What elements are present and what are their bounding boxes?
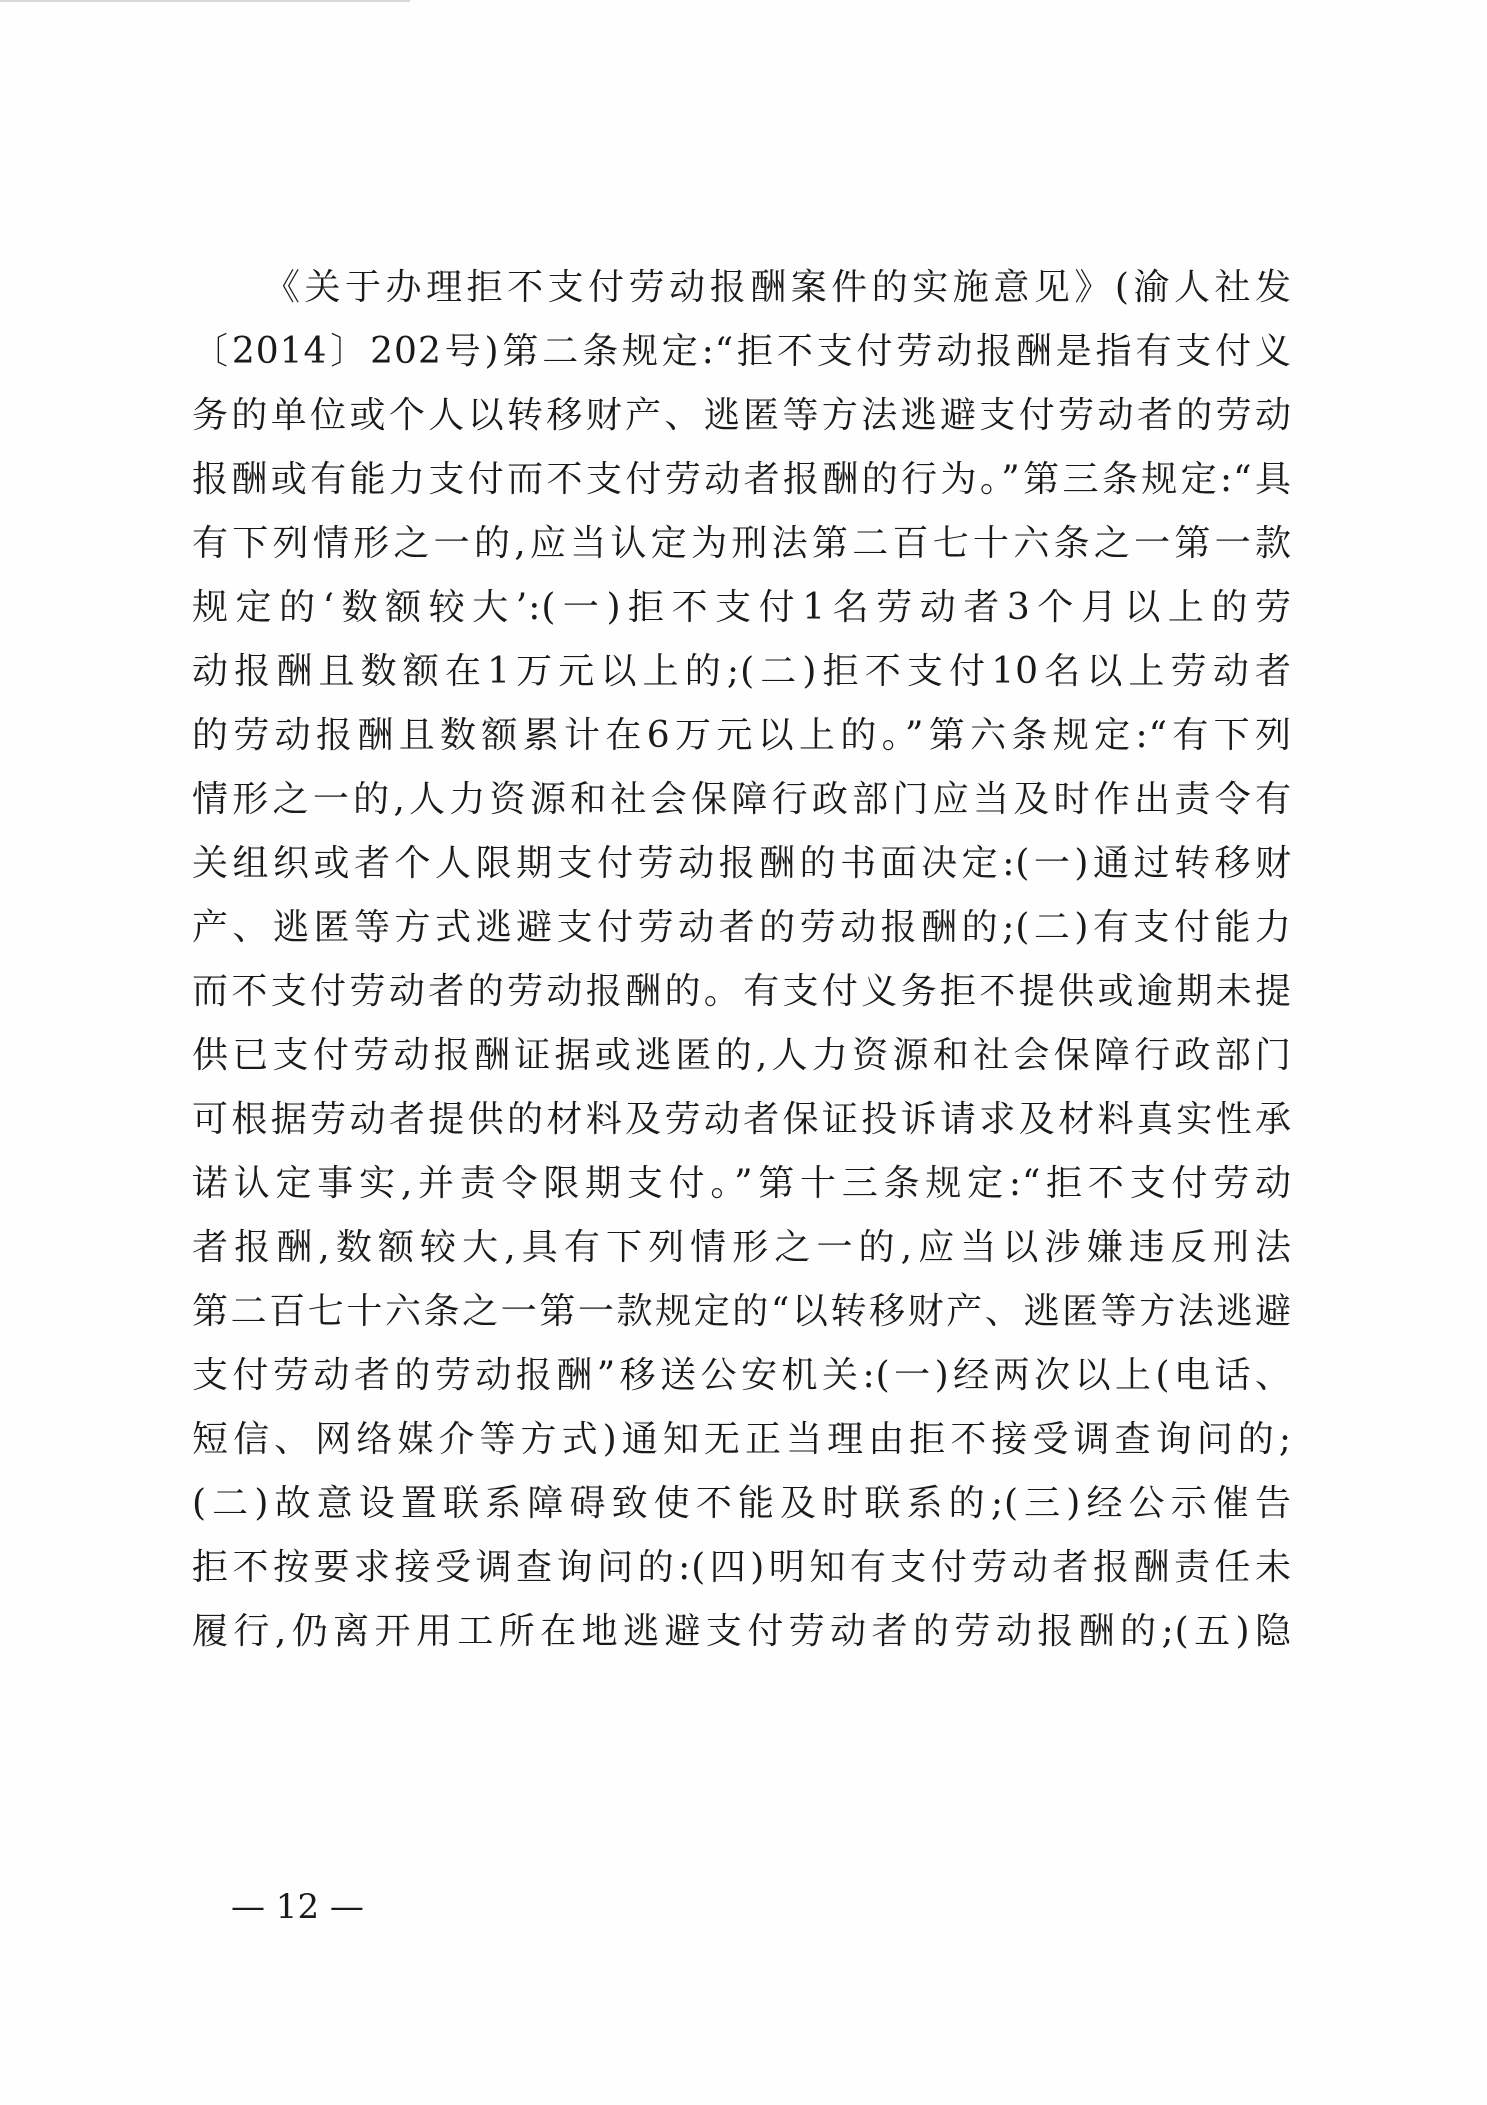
text-line: 的劳动报酬且数额累计在6万元以上的。”第六条规定:“有下列 — [192, 715, 1292, 756]
text-line: 第二百七十六条之一第一款规定的“以转移财产、逃匿等方法逃避 — [192, 1291, 1292, 1332]
text-line: 短信、网络媒介等方式)通知无正当理由拒不接受调查询问的; — [192, 1419, 1292, 1460]
body-paragraph — [192, 256, 1292, 1664]
scan-edge-line — [0, 0, 410, 2]
text-line: 报酬或有能力支付而不支付劳动者报酬的行为。”第三条规定:“具 — [192, 459, 1292, 500]
text-line: 诺认定事实,并责令限期支付。”第十三条规定:“拒不支付劳动 — [192, 1163, 1292, 1204]
text-line: 《关于办理拒不支付劳动报酬案件的实施意见》(渝人社发 — [264, 267, 1292, 308]
text-line: (二)故意设置联系障碍致使不能及时联系的;(三)经公示催告 — [192, 1483, 1292, 1524]
text-line: 动报酬且数额在1万元以上的;(二)拒不支付10名以上劳动者 — [192, 651, 1292, 692]
text-line: 者报酬,数额较大,具有下列情形之一的,应当以涉嫌违反刑法 — [192, 1227, 1292, 1268]
text-line: 务的单位或个人以转移财产、逃匿等方法逃避支付劳动者的劳动 — [192, 395, 1292, 436]
text-line: 〔2014〕202号)第二条规定:“拒不支付劳动报酬是指有支付义 — [192, 331, 1292, 372]
text-line: 拒不按要求接受调查询问的:(四)明知有支付劳动者报酬责任未 — [192, 1547, 1292, 1588]
text-line: 而不支付劳动者的劳动报酬的。有支付义务拒不提供或逾期未提 — [192, 971, 1292, 1012]
text-line: 履行,仍离开用工所在地逃避支付劳动者的劳动报酬的;(五)隐 — [192, 1611, 1292, 1652]
text-line: 支付劳动者的劳动报酬”移送公安机关:(一)经两次以上(电话、 — [192, 1355, 1292, 1396]
text-line: 产、逃匿等方式逃避支付劳动者的劳动报酬的;(二)有支付能力 — [192, 907, 1292, 948]
text-line: 关组织或者个人限期支付劳动报酬的书面决定:(一)通过转移财 — [192, 843, 1292, 884]
text-line: 有下列情形之一的,应当认定为刑法第二百七十六条之一第一款 — [192, 523, 1292, 564]
page-number: — 12 — — [231, 1887, 364, 1927]
text-line: 可根据劳动者提供的材料及劳动者保证投诉请求及材料真实性承 — [192, 1099, 1292, 1140]
text-line: 供已支付劳动报酬证据或逃匿的,人力资源和社会保障行政部门 — [192, 1035, 1292, 1076]
text-line: 规定的‘数额较大’:(一)拒不支付1名劳动者3个月以上的劳 — [192, 587, 1292, 628]
text-line: 情形之一的,人力资源和社会保障行政部门应当及时作出责令有 — [192, 779, 1292, 820]
